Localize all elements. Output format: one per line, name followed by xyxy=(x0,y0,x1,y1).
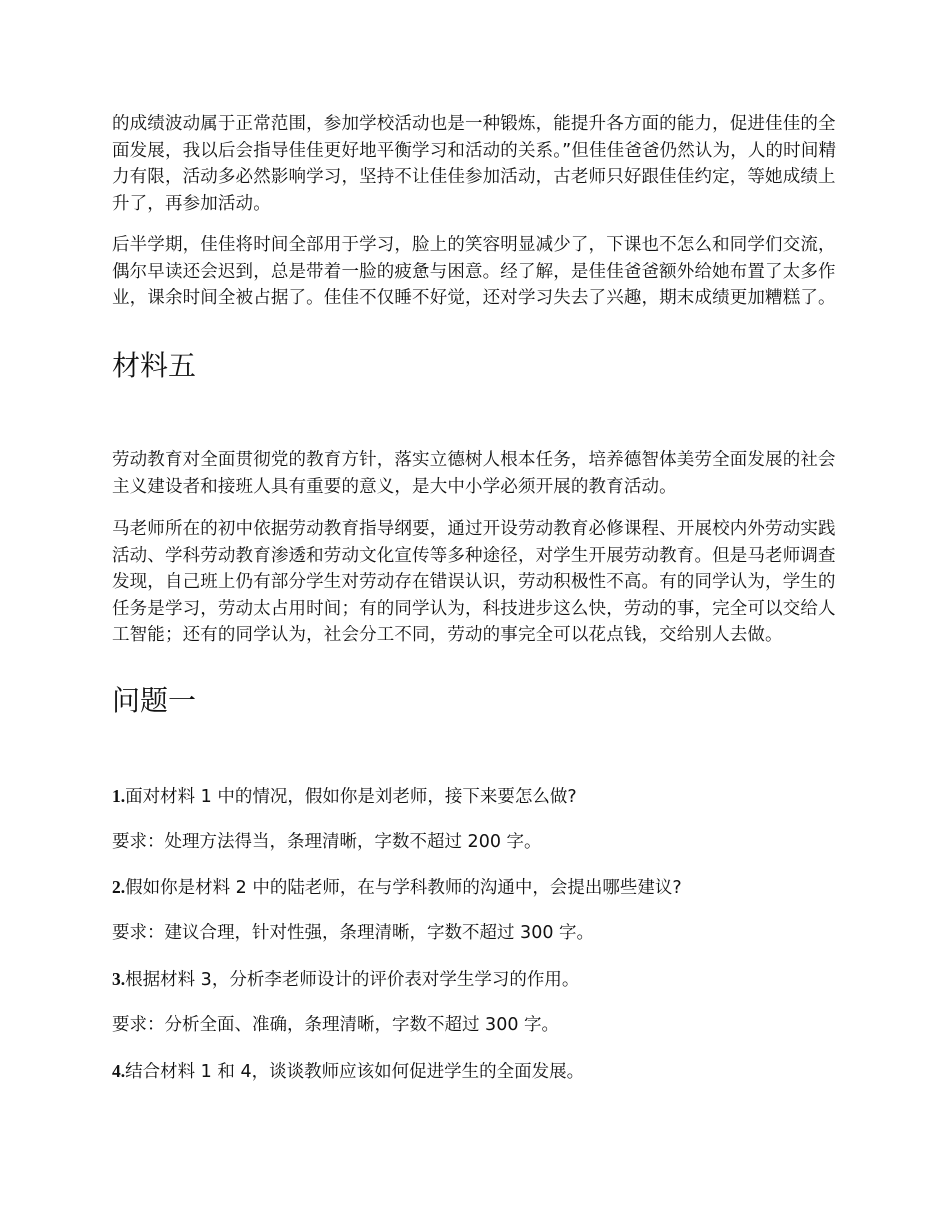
paragraph: 后半学期，佳佳将时间全部用于学习，脸上的笑容明显减少了，下课也不怎么和同学们交流，偶尔早读还会迟到，总是带着一脸的疲惫与困意。经了解，是佳佳爸爸额外给她布置了太多作业，课余时间全被占据了。佳佳不仅睡不好觉，还对学习失去了兴趣，期末成绩更加糟糕了。 xyxy=(112,235,836,308)
question-text: 结合材料 1 和 4，谈谈教师应该如何促进学生的全面发展。 xyxy=(125,1062,585,1082)
question-number: 4. xyxy=(112,1061,126,1081)
question-requirement: 要求：处理方法得当，条理清晰，字数不超过 200 字。 xyxy=(112,832,542,852)
question-number: 2. xyxy=(112,877,126,897)
question-item xyxy=(112,783,577,810)
question-text: 假如你是材料 2 中的陆老师，在与学科教师的沟通中，会提出哪些建议? xyxy=(125,878,682,898)
section-heading-question1: 问题一 xyxy=(112,684,197,717)
paragraph: 马老师所在的初中依据劳动教育指导纲要，通过开设劳动教育必修课程、开展校内外劳动实践活动、学科劳动教育渗透和劳动文化宣传等多种途径，对学生开展劳动教育。但是马老师调查发现，自己班上仍有部分学生对劳动存在错误认识，劳动积极性不高。有的同学认为，学生的任务是学习，劳动太占用时间；有的同学认为，科技进步这么快，劳动的事，完全可以交给人工智能；还有的同学认为，社会分工不同，劳动的事完全可以花点钱，交给别人去做。 xyxy=(112,519,836,645)
paragraph: 的成绩波动属于正常范围，参加学校活动也是一种锻炼，能提升各方面的能力，促进佳佳的全面发展，我以后会指导佳佳更好地平衡学习和活动的关系。”但佳佳爸爸仍然认为，人的时间精力有限，活动多必然影响学习，坚持不让佳佳参加活动，古老师只好跟佳佳约定，等她成绩上升了，再参加活动。 xyxy=(112,114,837,214)
section-heading-material5: 材料五 xyxy=(112,349,197,382)
question-item xyxy=(112,966,579,993)
paragraph: 劳动教育对全面贯彻党的教育方针，落实立德树人根本任务，培养德智体美劳全面发展的社会主义建设者和接班人具有重要的意义，是大中小学必须开展的教育活动。 xyxy=(112,450,836,497)
question-requirement: 要求：分析全面、准确，条理清晰，字数不超过 300 字。 xyxy=(112,1015,560,1035)
question-requirement: 要求：建议合理，针对性强，条理清晰，字数不超过 300 字。 xyxy=(112,923,595,943)
question-text: 根据材料 3，分析李老师设计的评价表对学生学习的作用。 xyxy=(125,970,580,990)
question-text: 面对材料 1 中的情况，假如你是刘老师，接下来要怎么做? xyxy=(125,787,577,807)
question-number: 3. xyxy=(112,969,126,989)
question-item xyxy=(112,1058,584,1085)
question-item xyxy=(112,874,682,901)
question-number: 1. xyxy=(112,786,126,806)
